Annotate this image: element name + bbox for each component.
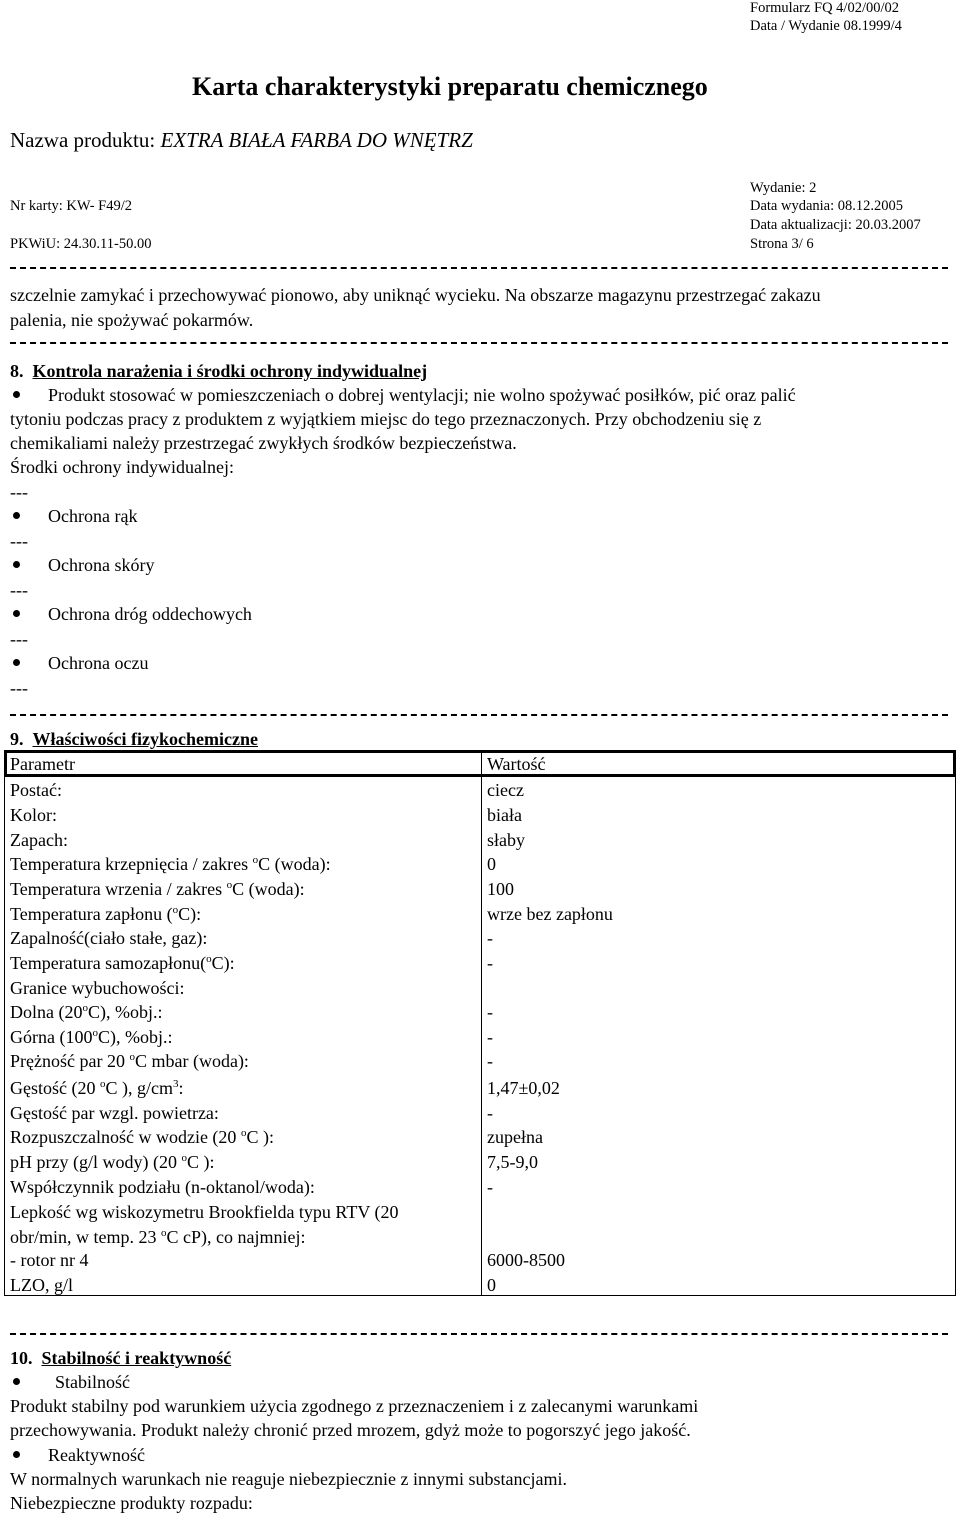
section8-number: 8. — [10, 361, 24, 381]
update-date: Data aktualizacji: 20.03.2007 — [750, 217, 921, 233]
row-value: 7,5-9,0 — [487, 1152, 538, 1172]
row-value: zupełna — [487, 1127, 543, 1147]
row-param: Temperatura wrzenia / zakres $^o$C (woda): — [10, 879, 305, 899]
row-value: biała — [487, 805, 522, 825]
divider — [10, 267, 948, 269]
section8-para-line3: chemikaliami należy przestrzegać zwykłych środków bezpieczeństwa. — [10, 433, 517, 453]
page-number: Strona 3/ 6 — [750, 236, 814, 252]
row-param: Gęstość par wzgl. powietrza: — [10, 1103, 219, 1123]
reactivity-label: Reaktywność — [48, 1445, 145, 1465]
bullet-icon — [13, 391, 20, 398]
row-param: Prężność par 20 $^o$C mbar (woda): — [10, 1051, 249, 1071]
section10-heading — [10, 1347, 231, 1369]
section10-title: Stabilność i reaktywność — [41, 1348, 232, 1368]
lzo-param: LZO, g/l — [10, 1275, 73, 1295]
ppe-item-skin: Ochrona skóry — [48, 555, 155, 575]
divider — [10, 342, 948, 344]
ppe-item-hands: Ochrona rąk — [48, 506, 138, 526]
row-param: Gęstość (20 $^o$C ), $g/cm^3$: — [10, 1078, 184, 1098]
section8-title: Kontrola narażenia i środki ochrony indywidualnej — [32, 361, 428, 381]
row-param: Zapalność(ciało stałe, gaz): — [10, 928, 208, 948]
row-param: Granice wybuchowości: — [10, 978, 185, 998]
ppe-dash: --- — [10, 531, 28, 551]
reactivity-line2: Niebezpieczne produkty rozpadu: — [10, 1493, 253, 1513]
ppe-dash: --- — [10, 482, 28, 502]
section8-heading — [10, 360, 427, 382]
row-value: - — [487, 1051, 493, 1071]
ppe-item-respiratory: Ochrona dróg oddechowych — [48, 604, 252, 624]
row-value: - — [487, 928, 493, 948]
row-value: 1,47±0,02 — [487, 1078, 560, 1098]
ppe-dash: --- — [10, 629, 28, 649]
row-value: - — [487, 1027, 493, 1047]
bullet-icon — [13, 659, 20, 666]
product-name: EXTRA BIAŁA FARBA DO WNĘTRZ — [160, 128, 473, 152]
lzo-value: 0 — [487, 1275, 496, 1295]
ppe-dash: --- — [10, 580, 28, 600]
row-value: wrze bez zapłonu — [487, 904, 613, 924]
stability-line1: Produkt stabilny pod warunkiem użycia zgodnego z przeznaczeniem i z zalecanymi warunkami — [10, 1396, 699, 1416]
section10-number: 10. — [10, 1348, 33, 1368]
row-value: ciecz — [487, 780, 524, 800]
row-value: - — [487, 1002, 493, 1022]
bullet-icon — [13, 610, 20, 617]
viscosity-line1: Lepkość wg wiskozymetru Brookfielda typu RTV (20 — [10, 1202, 399, 1222]
row-param: Górna (100$^o$C), %obj.: — [10, 1027, 173, 1047]
section8-para-line2: tytoniu podczas pracy z produktem z wyjątkiem miejsc do tego przeznaczonych. Przy obchodzeniu się z — [10, 409, 762, 429]
row-param: Kolor: — [10, 805, 57, 825]
bullet-icon — [13, 512, 20, 519]
viscosity-line3: - rotor nr 4 — [10, 1250, 89, 1270]
row-param: Zapach: — [10, 830, 68, 850]
product-label: Nazwa produktu: — [10, 128, 161, 152]
row-value: - — [487, 1177, 493, 1197]
ppe-item-eyes: Ochrona oczu — [48, 653, 149, 673]
row-param: Postać: — [10, 780, 62, 800]
row-value: 0 — [487, 854, 496, 874]
pkwiu-code: PKWiU: 24.30.11-50.00 — [10, 236, 152, 252]
table-column-divider — [481, 750, 482, 1296]
stability-line2: przechowywania. Produkt należy chronić przed mrozem, gdyż może to pogorszyć jego jakość. — [10, 1420, 691, 1440]
section7-line1: szczelnie zamykać i przechowywać pionowo, aby uniknąć wycieku. Na obszarze magazynu przestrzegać zakazu — [10, 285, 821, 305]
viscosity-line2: obr/min, w temp. 23 $^o$C cP), co najmniej: — [10, 1227, 306, 1247]
page-title: Karta charakterystyki preparatu chemicznego — [192, 72, 708, 101]
row-param: Temperatura krzepnięcia / zakres $^o$C (woda): — [10, 854, 331, 874]
bullet-icon — [13, 561, 20, 568]
edition: Wydanie: 2 — [750, 180, 817, 196]
product-name-line — [10, 127, 473, 153]
section9-number: 9. — [10, 729, 24, 749]
row-param: Dolna (20$^o$C), %obj.: — [10, 1002, 163, 1022]
viscosity-value: 6000-8500 — [487, 1250, 565, 1270]
stability-label: Stabilność — [55, 1372, 130, 1392]
row-value: - — [487, 953, 493, 973]
row-param: Temperatura zapłonu ($^o$C): — [10, 904, 202, 924]
section8-para-line1: Produkt stosować w pomieszczeniach o dobrej wentylacji; nie wolno spożywać posiłków, pić oraz palić — [48, 385, 796, 405]
row-value: 100 — [487, 879, 514, 899]
reactivity-line1: W normalnych warunkach nie reaguje niebezpiecznie z innymi substancjami. — [10, 1469, 567, 1489]
col-header-value: Wartość — [487, 754, 546, 774]
row-param: Temperatura samozapłonu($^o$C): — [10, 953, 235, 973]
divider — [10, 714, 948, 716]
row-value: - — [487, 1103, 493, 1123]
issue-date: Data wydania: 08.12.2005 — [750, 198, 904, 214]
row-param: Rozpuszczalność w wodzie (20 $^o$C ): — [10, 1127, 274, 1147]
properties-table-header — [4, 750, 956, 777]
ppe-dash: --- — [10, 678, 28, 698]
bullet-icon — [13, 1451, 20, 1458]
bullet-icon — [13, 1378, 20, 1385]
row-value: słaby — [487, 830, 525, 850]
form-code: Formularz FQ 4/02/00/02 — [750, 0, 900, 16]
row-param: Współczynnik podziału (n-oktanol/woda): — [10, 1177, 315, 1197]
col-header-param: Parametr — [10, 754, 75, 774]
card-number: Nr karty: KW- F49/2 — [10, 198, 133, 214]
ppe-heading: Środki ochrony indywidualnej: — [10, 457, 234, 477]
section9-heading — [10, 728, 258, 750]
form-edition: Data / Wydanie 08.1999/4 — [750, 18, 902, 34]
divider — [10, 1333, 948, 1335]
section9-title: Właściwości fizykochemiczne — [32, 729, 258, 749]
section7-line2: palenia, nie spożywać pokarmów. — [10, 310, 254, 330]
row-param: pH przy (g/l wody) (20 $^o$C ): — [10, 1152, 215, 1172]
